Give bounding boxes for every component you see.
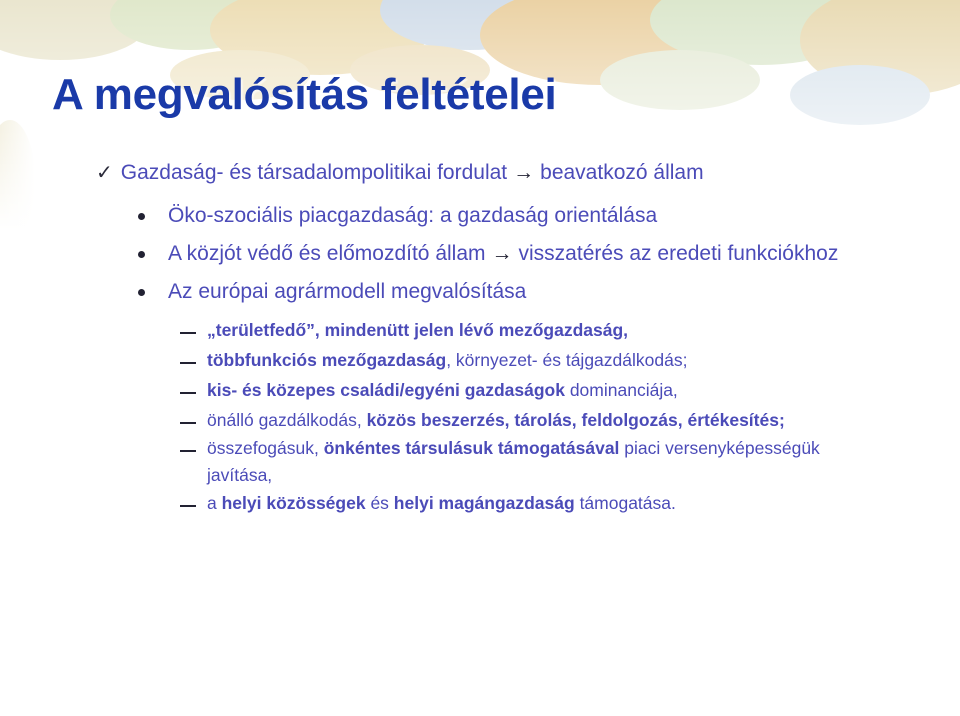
bullet-dot-icon [138, 251, 145, 258]
subpoint-text: dominanciája, [564, 380, 678, 400]
right-arrow-icon: → [491, 242, 513, 265]
subpoint-bold: önkéntes társulásuk támogatásával [323, 438, 620, 458]
subpoint-item [181, 350, 687, 371]
subpoint-item [181, 438, 820, 459]
dash-icon [180, 392, 196, 394]
subpoint-bold: helyi közösségek [221, 493, 366, 513]
dash-icon [180, 332, 196, 334]
subpoint-text: összefogásuk, [207, 438, 324, 458]
bullet-dot-icon [138, 289, 145, 296]
subpoint-bold: kis- és közepes családi/egyéni gazdaságok [207, 380, 565, 400]
bullet-text-result: visszatérés az eredeti funkciókhoz [518, 242, 839, 265]
main-point-text: Gazdaság- és társadalompolitikai fordulat [120, 161, 508, 184]
subpoint-bold: helyi magángazdaság [393, 493, 575, 513]
dash-icon [180, 422, 196, 424]
slide-title: A megvalósítás feltételei [52, 70, 557, 119]
subpoint-item [181, 410, 785, 431]
subpoint-text: és [365, 493, 394, 513]
check-icon: ✓ [96, 162, 113, 184]
subpoint-item [181, 320, 628, 341]
dash-icon [180, 450, 196, 452]
main-point [96, 160, 704, 185]
dash-icon [180, 362, 196, 364]
right-arrow-icon: → [513, 161, 535, 184]
bullet-item [140, 280, 526, 304]
bullet-dot-icon [138, 213, 145, 220]
subpoint-text: piaci versenyképességük [619, 438, 820, 458]
subpoint-text: , környezet- és tájgazdálkodás; [446, 350, 688, 370]
bullet-item [140, 242, 838, 266]
bullet-text: Öko-szociális piacgazdaság: a gazdaság orientálása [168, 204, 658, 227]
subpoint-bold: „területfedő”, mindenütt jelen lévő mezőgazdaság, [207, 320, 629, 340]
dash-icon [180, 505, 196, 507]
subpoint-bold: többfunkciós mezőgazdaság [207, 350, 447, 370]
subpoint-item [181, 380, 678, 401]
subpoint-continuation: javítása, [207, 465, 273, 485]
bullet-item [140, 204, 657, 228]
subpoint-text: támogatása. [574, 493, 676, 513]
bullet-text: A közjót védő és előmozdító állam [168, 242, 486, 265]
subpoint-text: a [207, 493, 222, 513]
subpoint-bold: közös beszerzés, tárolás, feldolgozás, értékesítés; [366, 410, 785, 430]
subpoint-text: önálló gazdálkodás, [207, 410, 367, 430]
bullet-text: Az európai agrármodell megvalósítása [168, 280, 527, 303]
main-point-result: beavatkozó állam [540, 161, 704, 184]
subpoint-item [181, 493, 676, 514]
